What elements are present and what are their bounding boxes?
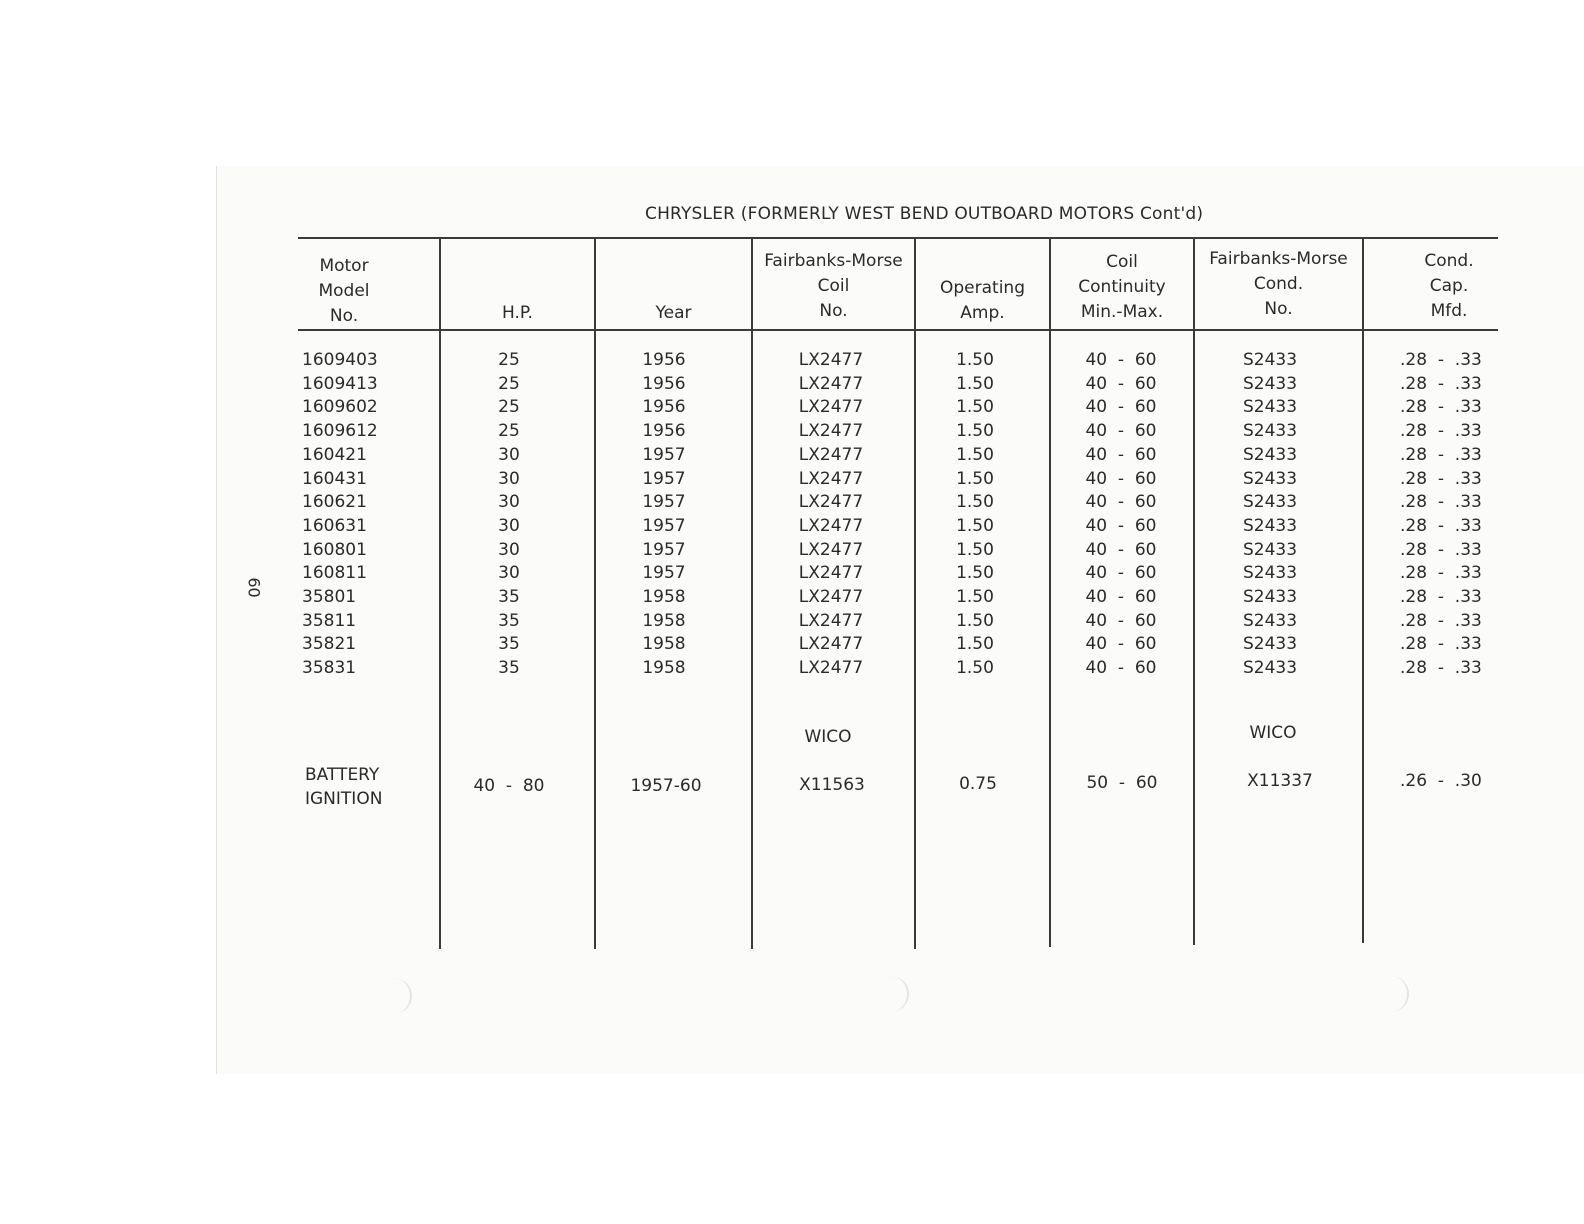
cell-coil-no: LX2477 — [798, 468, 864, 489]
cell-hp: 35 — [498, 587, 520, 607]
battery-cond-brand: WICO — [1249, 723, 1297, 743]
cell-cap: .28 - .33 — [1400, 563, 1482, 584]
cell-cond-no: S2433 — [1242, 658, 1298, 679]
cell-amp: 1.50 — [956, 421, 994, 442]
cell-model: 35801 — [302, 587, 357, 607]
cell-continuity: 40 - 60 — [1085, 444, 1157, 465]
cell-amp: 1.50 — [956, 634, 994, 655]
cell-year: 1958 — [642, 587, 686, 607]
cell-cond-no: S2433 — [1242, 468, 1298, 489]
cell-continuity: 40 - 60 — [1085, 421, 1157, 442]
battery-year: 1957-60 — [630, 776, 702, 796]
cell-model: 160811 — [302, 563, 367, 584]
battery-cap: .26 - .30 — [1400, 771, 1482, 791]
cell-continuity: 40 - 60 — [1085, 658, 1157, 679]
battery-cond-no: X11337 — [1247, 771, 1313, 791]
header-year: Year — [655, 303, 692, 323]
cell-coil-no: LX2477 — [798, 492, 864, 513]
cell-coil-no: LX2477 — [798, 444, 864, 465]
cell-continuity: 40 - 60 — [1085, 492, 1157, 513]
cell-cond-no: S2433 — [1242, 634, 1298, 655]
cell-cap: .28 - .33 — [1400, 492, 1482, 513]
cell-model: 160801 — [302, 539, 367, 560]
cell-cap: .28 - .33 — [1400, 373, 1482, 394]
cell-amp: 1.50 — [956, 492, 994, 513]
cell-year: 1957 — [642, 444, 686, 465]
cell-amp: 1.50 — [956, 397, 994, 418]
battery-amp: 0.75 — [959, 774, 997, 794]
cell-hp: 25 — [498, 421, 520, 442]
cell-cap: .28 - .33 — [1400, 397, 1482, 418]
cell-coil-no: LX2477 — [798, 515, 864, 536]
cell-hp: 30 — [498, 563, 520, 584]
header-operating-amp: Operating Amp. — [940, 278, 1025, 323]
cell-hp: 25 — [498, 373, 520, 394]
cell-continuity: 40 - 60 — [1085, 587, 1157, 607]
cell-cond-no: S2433 — [1242, 563, 1298, 584]
cell-hp: 30 — [498, 515, 520, 536]
cell-year: 1956 — [642, 373, 686, 394]
cell-model: 160431 — [302, 468, 367, 489]
header-motor-model: Motor Model No. — [318, 256, 370, 326]
battery-coil-no: X11563 — [799, 775, 865, 795]
cell-cap: .28 - .33 — [1400, 539, 1482, 560]
cell-coil-no: LX2477 — [798, 421, 864, 442]
cell-hp: 35 — [498, 634, 520, 655]
cell-continuity: 40 - 60 — [1085, 563, 1157, 584]
page-number: 60 — [244, 577, 264, 598]
cell-year: 1957 — [642, 515, 686, 536]
cell-continuity: 40 - 60 — [1085, 515, 1157, 536]
cell-cap: .28 - .33 — [1400, 587, 1482, 607]
cell-cond-no: S2433 — [1242, 373, 1298, 394]
cell-coil-no: LX2477 — [798, 563, 864, 584]
header-coil-continuity: Coil Continuity Min.-Max. — [1078, 252, 1166, 322]
cell-cap: .28 - .33 — [1400, 515, 1482, 536]
cell-cond-no: S2433 — [1242, 421, 1298, 442]
cell-cond-no: S2433 — [1242, 397, 1298, 418]
cell-model: 35821 — [302, 634, 357, 655]
cell-hp: 30 — [498, 492, 520, 513]
page-title: CHRYSLER (FORMERLY WEST BEND OUTBOARD MOTORS Cont'd) — [645, 204, 1204, 224]
cell-amp: 1.50 — [956, 373, 994, 394]
cell-amp: 1.50 — [956, 587, 994, 607]
header-fm-cond: Fairbanks-Morse Cond. No. — [1209, 249, 1348, 319]
cell-hp: 30 — [498, 468, 520, 489]
cell-cond-no: S2433 — [1242, 492, 1298, 513]
cell-year: 1956 — [642, 421, 686, 442]
cell-continuity: 40 - 60 — [1085, 539, 1157, 560]
cell-continuity: 40 - 60 — [1085, 350, 1157, 370]
column-divider — [1362, 239, 1364, 943]
cell-model: 1609612 — [302, 421, 378, 442]
cell-model: 1609413 — [302, 373, 378, 394]
header-fm-coil: Fairbanks-Morse Coil No. — [764, 251, 903, 321]
battery-model-line1: BATTERY — [305, 765, 380, 785]
cell-model: 160631 — [302, 515, 367, 536]
cell-cap: .28 - .33 — [1400, 634, 1482, 655]
cell-amp: 1.50 — [956, 610, 994, 631]
cell-hp: 35 — [498, 658, 520, 679]
cell-hp: 25 — [498, 397, 520, 418]
cell-hp: 25 — [498, 350, 520, 370]
cell-cond-no: S2433 — [1242, 350, 1298, 370]
cell-coil-no: LX2477 — [798, 587, 864, 607]
cell-model: 35831 — [302, 658, 357, 679]
cell-continuity: 40 - 60 — [1085, 634, 1157, 655]
header-hp: H.P. — [502, 303, 533, 323]
cell-year: 1957 — [642, 468, 686, 489]
cell-model: 1609403 — [302, 350, 378, 370]
cell-continuity: 40 - 60 — [1085, 397, 1157, 418]
cell-year: 1956 — [642, 350, 686, 370]
cell-cap: .28 - .33 — [1400, 658, 1482, 679]
cell-model: 160621 — [302, 492, 367, 513]
header-bottom-rule — [298, 329, 1498, 331]
cell-coil-no: LX2477 — [798, 350, 864, 370]
cell-cond-no: S2433 — [1242, 444, 1298, 465]
cell-amp: 1.50 — [956, 515, 994, 536]
cell-year: 1957 — [642, 563, 686, 584]
cell-model: 35811 — [302, 610, 357, 631]
cell-year: 1958 — [642, 610, 686, 631]
header-cond-cap: Cond. Cap. Mfd. — [1424, 251, 1474, 321]
cell-cond-no: S2433 — [1242, 610, 1298, 631]
cell-amp: 1.50 — [956, 539, 994, 560]
cell-coil-no: LX2477 — [798, 539, 864, 560]
cell-year: 1958 — [642, 658, 686, 679]
cell-amp: 1.50 — [956, 444, 994, 465]
battery-model-line2: IGNITION — [305, 789, 383, 809]
cell-cap: .28 - .33 — [1400, 350, 1482, 370]
battery-hp: 40 - 80 — [473, 776, 545, 796]
cell-amp: 1.50 — [956, 350, 994, 370]
cell-continuity: 40 - 60 — [1085, 610, 1157, 631]
header-top-rule — [298, 237, 1498, 239]
cell-cap: .28 - .33 — [1400, 444, 1482, 465]
cell-year: 1957 — [642, 539, 686, 560]
cell-coil-no: LX2477 — [798, 610, 864, 631]
cell-cap: .28 - .33 — [1400, 421, 1482, 442]
cell-cap: .28 - .33 — [1400, 610, 1482, 631]
cell-year: 1957 — [642, 492, 686, 513]
battery-continuity: 50 - 60 — [1086, 773, 1158, 793]
cell-amp: 1.50 — [956, 658, 994, 679]
cell-continuity: 40 - 60 — [1085, 468, 1157, 489]
cell-cap: .28 - .33 — [1400, 468, 1482, 489]
cell-coil-no: LX2477 — [798, 397, 864, 418]
cell-cond-no: S2433 — [1242, 587, 1298, 607]
cell-amp: 1.50 — [956, 563, 994, 584]
cell-model: 1609602 — [302, 397, 378, 418]
cell-coil-no: LX2477 — [798, 373, 864, 394]
cell-coil-no: LX2477 — [798, 634, 864, 655]
cell-hp: 30 — [498, 539, 520, 560]
cell-continuity: 40 - 60 — [1085, 373, 1157, 394]
cell-coil-no: LX2477 — [798, 658, 864, 679]
cell-amp: 1.50 — [956, 468, 994, 489]
cell-model: 160421 — [302, 444, 367, 465]
cell-year: 1956 — [642, 397, 686, 418]
cell-cond-no: S2433 — [1242, 539, 1298, 560]
cell-cond-no: S2433 — [1242, 515, 1298, 536]
cell-hp: 30 — [498, 444, 520, 465]
cell-hp: 35 — [498, 610, 520, 631]
cell-year: 1958 — [642, 634, 686, 655]
battery-coil-brand: WICO — [804, 727, 852, 747]
